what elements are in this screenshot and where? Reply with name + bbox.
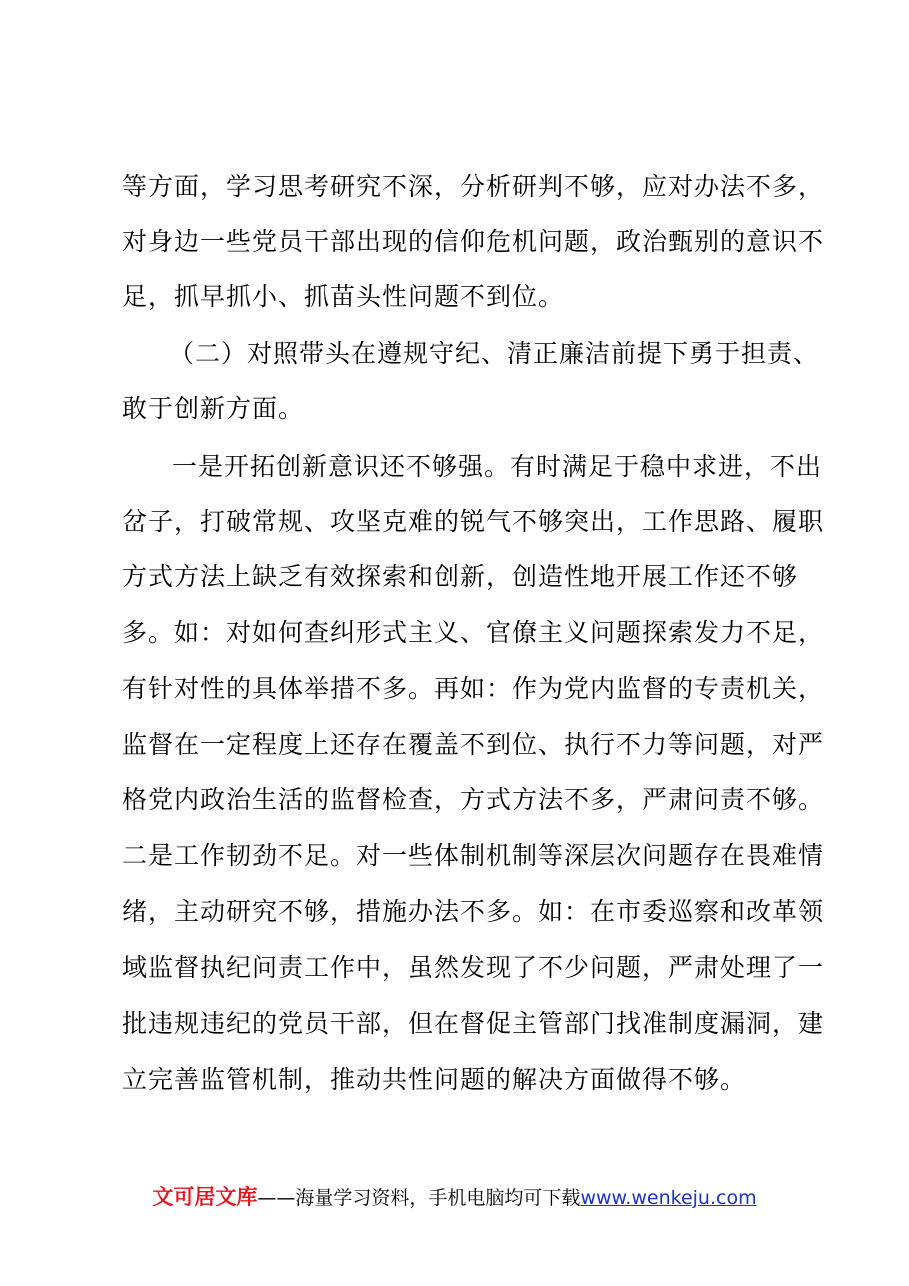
text-line: 一是开拓创新意识还不够强。有时满足于稳中求进，不出 [172,452,823,481]
text-line: 绪，主动研究不够，措施办法不多。如：在市委巡察和改革领 [122,897,825,926]
text-line: 立完善监管机制，推动共性问题的解决方面做得不够。 [122,1065,747,1094]
text-line: 有针对性的具体举措不多。再如：作为党内监督的专责机关， [122,674,825,703]
text-line: 对身边一些党员干部出现的信仰危机问题，政治甄别的意识不 [122,227,825,256]
text-line: 多。如：对如何查纠形式主义、官僚主义问题探索发力不足， [122,618,825,647]
section-heading-line: 敢于创新方面。 [122,394,305,423]
text-line: 方式方法上缺乏有效探索和创新，创造性地开展工作还不够 [122,562,799,591]
text-line: 格党内政治生活的监督检查，方式方法不多，严肃问责不够。 [122,785,825,814]
text-line: 域监督执纪问责工作中，虽然发现了不少问题，严肃处理了一 [122,953,825,982]
footer-tagline: ——海量学习资料，手机电脑均可下载 [257,1187,581,1209]
text-line: 等方面，学习思考研究不深，分析研判不够，应对办法不多， [122,172,825,201]
text-line: 岔子，打破常规、攻坚克难的锐气不够突出，工作思路、履职 [122,507,825,536]
text-line: 批违规违纪的党员干部，但在督促主管部门找准制度漏洞，建 [122,1009,825,1038]
footer-banner [0,1183,909,1212]
footer-site-link[interactable]: www.wenkeju.com [580,1187,757,1209]
text-line: 足，抓早抓小、抓苗头性问题不到位。 [122,282,565,311]
footer-brand: 文可居文库 [152,1185,258,1209]
section-heading-line: （二）对照带头在遵规守纪、清正廉洁前提下勇于担责、 [169,339,820,368]
text-line: 监督在一定程度上还存在覆盖不到位、执行不力等问题，对严 [122,730,825,759]
text-line: 二是工作韧劲不足。对一些体制机制等深层次问题存在畏难情 [122,841,825,870]
